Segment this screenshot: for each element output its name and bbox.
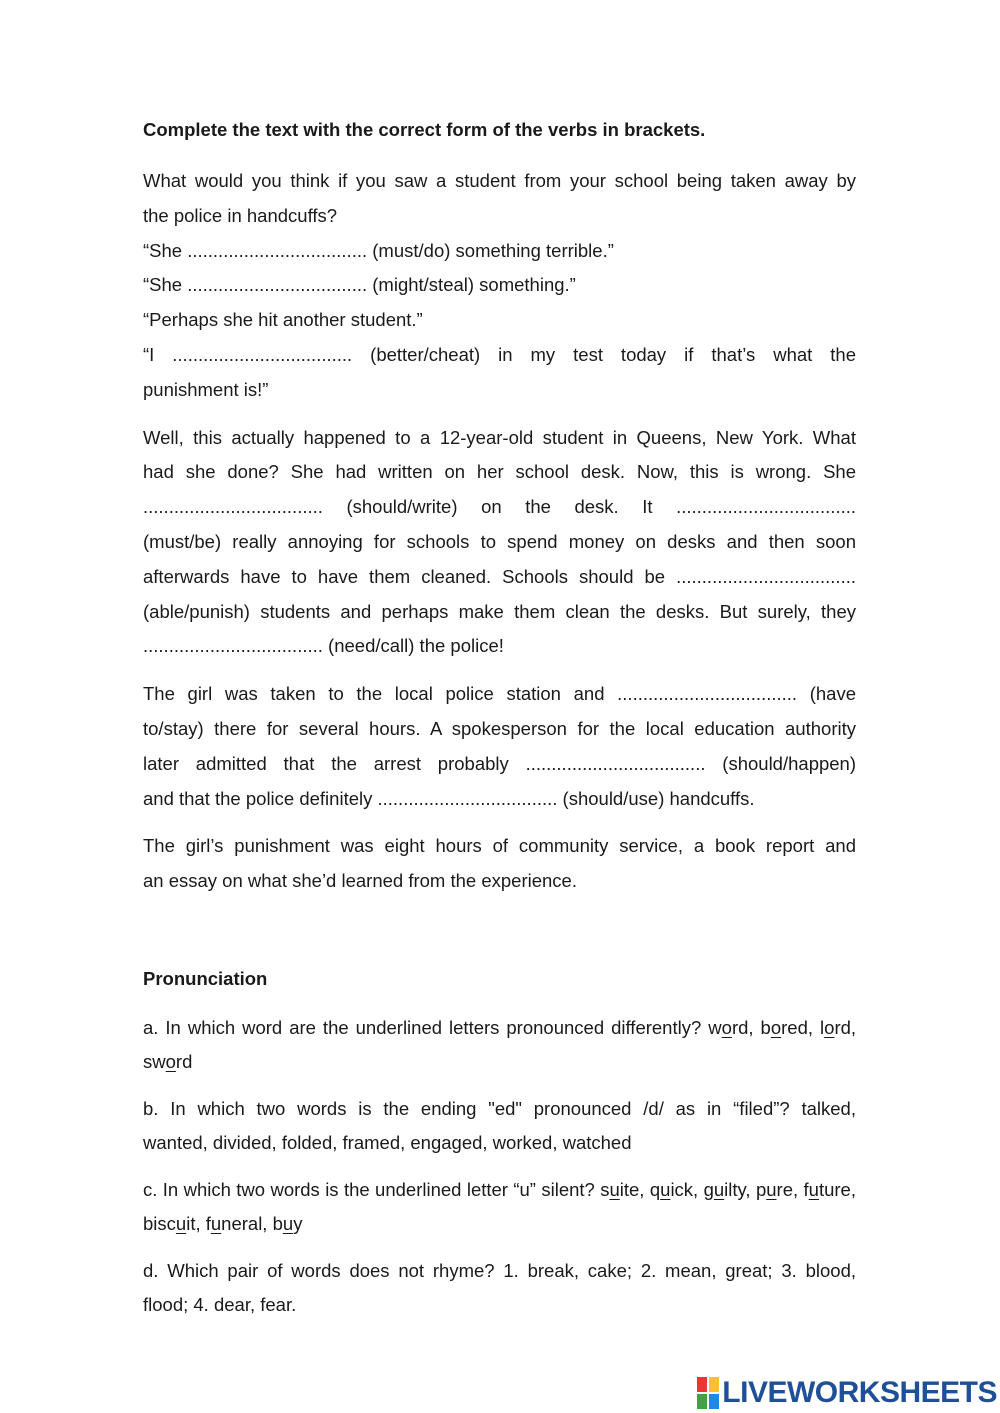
word-option: pure, bbox=[755, 1178, 799, 1200]
word-option: guilty, bbox=[703, 1178, 751, 1200]
answer-blank[interactable]: ................................... bbox=[172, 343, 353, 365]
answer-blank[interactable]: ................................... bbox=[377, 787, 558, 809]
text-line: d. Which pair of words does not rhyme? 1. break, cake; 2. mean, great; 3. blood, bbox=[143, 1259, 856, 1281]
worksheet bbox=[143, 118, 856, 1335]
paragraph-3 bbox=[143, 677, 856, 816]
underlined-letter: u bbox=[766, 1178, 777, 1200]
text-line bbox=[143, 234, 856, 269]
word-option: quick, bbox=[649, 1178, 699, 1200]
logo-square bbox=[709, 1394, 719, 1409]
underlined-letter: o bbox=[721, 1016, 732, 1038]
answer-blank[interactable]: ................................... bbox=[525, 752, 706, 774]
verb-hint: (must/do) something terrible.” bbox=[372, 239, 614, 261]
text-line: to/stay) there for several hours. A spokesperson for the local education authority bbox=[143, 717, 856, 739]
text-line: an essay on what she’d learned from the experience. bbox=[143, 870, 577, 892]
exercise-title: Complete the text with the correct form of the verbs in brackets. bbox=[143, 119, 706, 140]
quote-start: “I bbox=[143, 343, 155, 365]
text-fragment: and that the police definitely bbox=[143, 787, 373, 809]
text-line: (able/punish) students and perhaps make them clean the desks. But surely, they bbox=[143, 600, 856, 622]
question-d bbox=[143, 1254, 856, 1322]
text-line: the police in handcuffs? bbox=[143, 204, 338, 226]
underlined-letter: u bbox=[808, 1178, 819, 1200]
underlined-letter: o bbox=[770, 1016, 782, 1038]
text-line: wanted, divided, folded, framed, engaged, worked, watched bbox=[143, 1131, 632, 1153]
question-a bbox=[143, 1011, 856, 1079]
underlined-letter: o bbox=[165, 1050, 176, 1072]
answer-blank[interactable]: ................................... bbox=[676, 565, 856, 587]
text-line bbox=[143, 629, 856, 664]
text-fragment: later admitted that the arrest probably bbox=[143, 752, 509, 774]
text-fragment: The girl was taken to the local police station and bbox=[143, 683, 605, 705]
underlined-letter: u bbox=[175, 1212, 187, 1234]
pronunciation-title: Pronunciation bbox=[143, 967, 268, 989]
word-option: future, bbox=[803, 1178, 856, 1200]
question-c bbox=[143, 1173, 856, 1241]
answer-blank[interactable]: ................................... bbox=[187, 239, 368, 261]
answer-blank[interactable]: ................................... bbox=[676, 496, 857, 518]
verb-hint: (have bbox=[809, 683, 856, 705]
text-line: punishment is!” bbox=[143, 378, 269, 400]
answer-blank[interactable]: ................................... bbox=[143, 496, 323, 518]
text-line: flood; 4. dear, fear. bbox=[143, 1293, 297, 1315]
underlined-letter: u bbox=[210, 1212, 222, 1234]
word-option: suite, bbox=[600, 1178, 645, 1200]
word-option: biscuit, bbox=[143, 1212, 201, 1234]
text-line: b. In which two words is the ending "ed" pronounced /d/ as in “filed”? talked, bbox=[143, 1097, 856, 1119]
text-line bbox=[143, 677, 856, 712]
watermark-text: LIVEWORKSHEETS bbox=[722, 1376, 997, 1409]
verb-hint: (should/happen) bbox=[722, 752, 857, 774]
underlined-letter: o bbox=[824, 1016, 835, 1038]
verb-hint: (better/cheat) in my test today if that’s what the bbox=[370, 343, 856, 365]
word-option: sword bbox=[143, 1050, 193, 1072]
verb-hint: (should/write) on the desk. It bbox=[346, 496, 653, 518]
text-line bbox=[143, 490, 856, 525]
verb-hint: (should/use) handcuffs. bbox=[562, 787, 755, 809]
text-line: had she done? She had written on her school desk. Now, this is wrong. She bbox=[143, 461, 856, 483]
text-line bbox=[143, 338, 856, 373]
text-line: “Perhaps she hit another student.” bbox=[143, 309, 423, 331]
word-option: lord, bbox=[820, 1016, 857, 1038]
logo-square bbox=[697, 1377, 707, 1392]
answer-blank[interactable]: ................................... bbox=[187, 274, 368, 296]
text-line bbox=[143, 268, 856, 303]
word-option: word, bbox=[708, 1016, 754, 1038]
question-b bbox=[143, 1092, 856, 1160]
text-line: What would you think if you saw a student from your school being taken away by bbox=[143, 170, 856, 191]
word-option: funeral, bbox=[205, 1212, 268, 1234]
verb-hint: (might/steal) something.” bbox=[372, 274, 576, 296]
underlined-letter: u bbox=[660, 1178, 671, 1200]
verb-hint: (need/call) the police! bbox=[328, 635, 504, 657]
text-line bbox=[143, 747, 856, 782]
paragraph-4 bbox=[143, 829, 856, 899]
question-text: c. In which two words is the underlined letter “u” silent? bbox=[143, 1178, 595, 1200]
word-option: bored, bbox=[760, 1016, 814, 1038]
answer-blank[interactable]: ................................... bbox=[617, 683, 798, 705]
liveworksheets-logo-icon bbox=[697, 1377, 719, 1409]
underlined-letter: u bbox=[609, 1178, 620, 1200]
underlined-letter: u bbox=[713, 1178, 725, 1200]
paragraph-2 bbox=[143, 421, 856, 665]
word-option: buy bbox=[272, 1212, 303, 1234]
quote-start: “She bbox=[143, 274, 183, 296]
text-line: Well, this actually happened to a 12-year-old student in Queens, New York. What bbox=[143, 426, 856, 448]
text-fragment: afterwards have to have them cleaned. Schools should be bbox=[143, 565, 666, 587]
paragraph-1 bbox=[143, 164, 856, 408]
underlined-letter: u bbox=[282, 1212, 294, 1234]
text-line: The girl’s punishment was eight hours of community service, a book report and bbox=[143, 835, 856, 857]
text-line bbox=[143, 560, 856, 595]
text-line: (must/be) really annoying for schools to spend money on desks and then soon bbox=[143, 530, 856, 552]
answer-blank[interactable]: ................................... bbox=[143, 635, 323, 657]
quote-start: “She bbox=[143, 239, 183, 261]
liveworksheets-watermark bbox=[697, 1374, 997, 1412]
logo-square bbox=[709, 1377, 719, 1392]
text-line bbox=[143, 782, 856, 817]
logo-square bbox=[697, 1394, 707, 1409]
question-text: a. In which word are the underlined letters pronounced differently? bbox=[143, 1016, 702, 1038]
